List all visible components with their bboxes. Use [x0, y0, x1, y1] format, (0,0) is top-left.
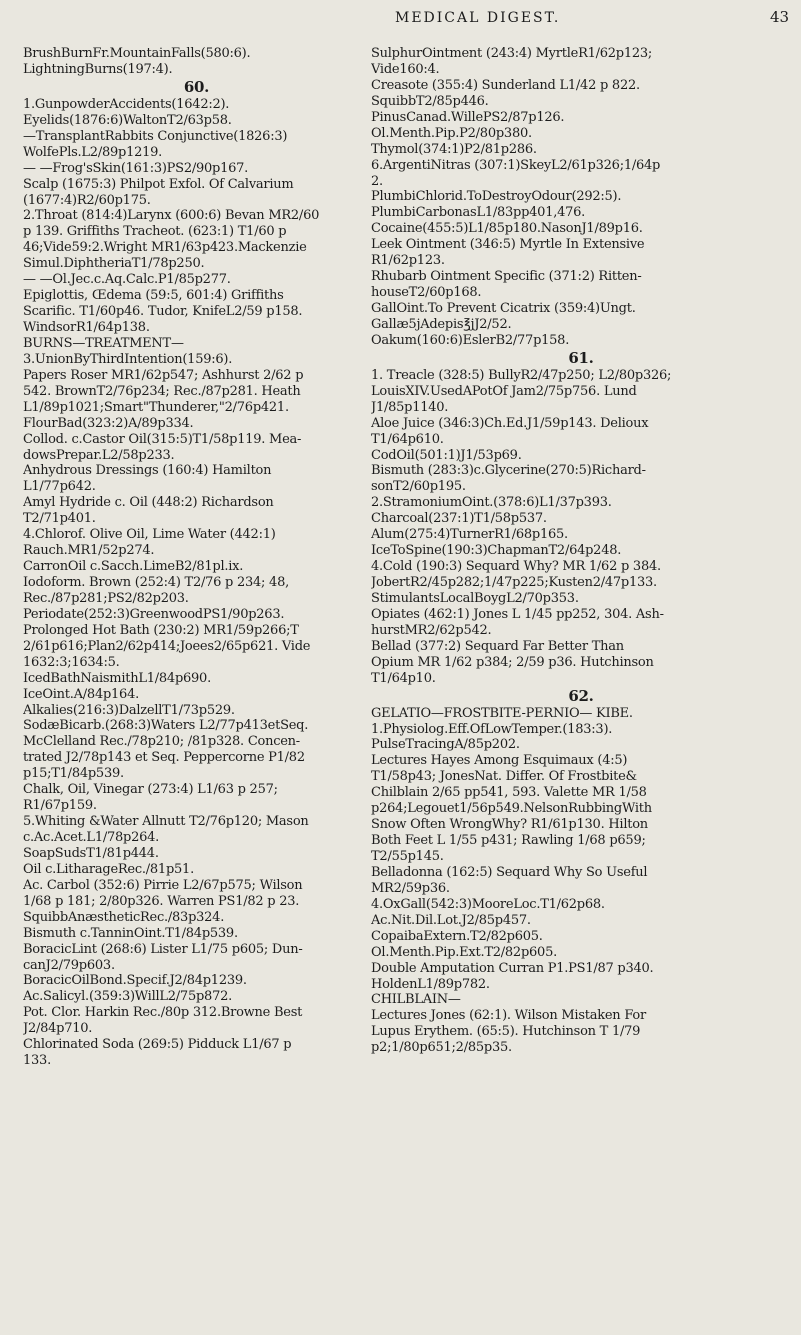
index-line: Double Amputation Curran P1.PS1/87 p340.	[371, 960, 654, 976]
index-line: GELATIO—FROSTBITE-PERNIO— KIBE.	[371, 705, 633, 721]
index-line: Gallæ5jAdepis℥jJ2/52.	[371, 316, 512, 332]
index-line: PlumbiChlorid.ToDestroyOdour(292:5).	[371, 189, 622, 205]
index-line: Lectures Jones (62:1). Wilson Mistaken For	[371, 1008, 646, 1024]
index-line: L1/89p1021;Smart"Thunderer,"2/76p421.	[23, 399, 289, 415]
index-line: — —Frog'sSkin(161:3)PS2/90p167.	[23, 160, 249, 176]
index-line: 6.ArgentiNitras (307:1)SkeyL2/61p326;1/64p	[371, 157, 661, 173]
index-line: c.Ac.Acet.L1/78p264.	[23, 830, 160, 845]
index-line: Oakum(160:6)EslerB2/77p158.	[371, 332, 570, 348]
index-line: Vide160:4.	[371, 61, 440, 77]
index-line: 4.Chlorof. Olive Oil, Lime Water (442:1)	[23, 527, 276, 543]
index-line: Bismuth c.TanninOint.T1/84p539.	[23, 925, 238, 941]
index-line: houseT2/60p168.	[371, 285, 482, 301]
index-line: BoracicLint (268:6) Lister L1/75 p605; Dun-	[23, 941, 303, 957]
index-line: Simul.DiphtheriaT1/78p250.	[23, 256, 205, 272]
index-line: T1/64p10.	[371, 670, 436, 686]
index-line: T1/58p43; JonesNat. Differ. Of Frostbite&	[371, 769, 637, 785]
index-line: Eyelids(1876:6)WaltonT2/63p58.	[23, 112, 232, 128]
index-line: J1/85p1140.	[371, 399, 449, 415]
index-line: 2.	[371, 173, 383, 189]
index-line: Alum(275:4)TurnerR1/68p165.	[371, 527, 568, 543]
index-line: Rhubarb Ointment Specific (371:2) Ritten-	[371, 269, 642, 285]
index-line: (1677:4)R2/60p175.	[23, 192, 151, 208]
index-line: Lupus Erythem. (65:5). Hutchinson T 1/79	[371, 1024, 641, 1040]
index-line: Prolonged Hot Bath (230:2) MR1/59p266;T	[23, 622, 299, 638]
index-line: PinusCanad.WillePS2/87p126.	[371, 109, 565, 125]
index-line: 4.OxGall(542:3)MooreLoc.T1/62p68.	[371, 896, 605, 912]
index-line: Chlorinated Soda (269:5) Pidduck L1/67 p	[23, 1037, 292, 1053]
index-line: p 139. Griffiths Tracheot. (623:1) T1/60 p	[23, 224, 287, 240]
index-line: HoldenL1/89p782.	[371, 976, 490, 992]
index-line: CopaibaExtern.T2/82p605.	[371, 928, 543, 944]
index-line: JobertR2/45p282;1/47p225;Kusten2/47p133.	[371, 575, 657, 590]
right-column	[371, 46, 791, 1056]
index-line: CHILBLAIN—	[371, 992, 461, 1008]
index-line: —TransplantRabbits Conjunctive(1826:3)	[23, 128, 288, 144]
index-line: IceToSpine(190:3)ChapmanT2/64p248.	[371, 543, 622, 559]
index-line: Scarific. T1/60p46. Tudor, KnifeL2/59 p158.	[23, 304, 303, 320]
index-line: Scalp (1675:3) Philpot Exfol. Of Calvarium	[23, 176, 294, 192]
index-line: WindsorR1/64p138.	[23, 320, 150, 335]
index-line: Lectures Hayes Among Esquimaux (4:5)	[371, 753, 628, 769]
index-line: 1.Physiolog.Eff.OfLowTemper.(183:3).	[371, 721, 613, 737]
index-line: Ac.Salicyl.(359:3)WillL2/75p872.	[23, 989, 232, 1005]
index-line: SquibbAnæstheticRec./83p324.	[23, 909, 225, 925]
index-line: 2.StramoniumOint.(378:6)L1/37p393.	[371, 495, 612, 511]
index-line: Thymol(374:1)P2/81p286.	[371, 141, 537, 157]
index-line: IceOint.A/84p164.	[23, 686, 139, 702]
index-line: Pot. Clor. Harkin Rec./80p 312.Browne Best	[23, 1005, 303, 1021]
index-line: Both Feet L 1/55 p431; Rawling 1/68 p659;	[371, 833, 646, 849]
index-line: L1/77p642.	[23, 479, 96, 495]
index-line: Ac.Nit.Dil.Lot.J2/85p457.	[371, 912, 531, 928]
index-line: Belladonna (162:5) Sequard Why So Useful	[371, 864, 648, 880]
index-line: 4.Cold (190:3) Sequard Why? MR 1/62 p 384.	[371, 559, 661, 575]
index-line: CarronOil c.Sacch.LimeB2/81pl.ix.	[23, 559, 244, 575]
index-line: LightningBurns(197:4).	[23, 61, 173, 77]
index-line: Oil c.LitharageRec./81p51.	[23, 861, 194, 877]
index-line: PulseTracingA/85p202.	[371, 737, 520, 753]
index-line: 3.UnionByThirdIntention(159:6).	[23, 351, 233, 367]
page-header	[0, 4, 801, 30]
section-number: 61.	[568, 348, 594, 367]
page-number: 43	[770, 8, 790, 26]
index-line: 1632:3;1634:5.	[23, 654, 120, 670]
section-number: 60.	[183, 77, 210, 96]
index-line: Bellad (377:2) Sequard Far Better Than	[371, 638, 624, 654]
index-line: Rauch.MR1/52p274.	[23, 543, 155, 559]
index-line: Epiglottis, Œdema (59:5, 601:4) Griffiths	[23, 288, 284, 304]
index-line: StimulantsLocalBoygL2/70p353.	[371, 590, 579, 606]
index-line: Leek Ointment (346:5) Myrtle In Extensive	[371, 237, 645, 253]
index-line: SoapSudsT1/81p444.	[23, 845, 159, 861]
index-line: trated J2/78p143 et Seq. Peppercorne P1/82	[23, 750, 305, 766]
index-line: p15;T1/84p539.	[23, 766, 124, 782]
index-line: 2.Throat (814:4)Larynx (600:6) Bevan MR2/60	[23, 208, 320, 224]
index-line: T2/55p145.	[371, 849, 444, 864]
index-line: Opiates (462:1) Jones L 1/45 pp252, 304. Ash-	[371, 606, 664, 622]
index-line: canJ2/79p603.	[23, 957, 115, 973]
index-line: Iodoform. Brown (252:4) T2/76 p 234; 48,	[23, 575, 289, 590]
index-line: GallOint.To Prevent Cicatrix (359:4)Ungt.	[371, 301, 636, 316]
index-line: R1/62p123.	[371, 253, 445, 269]
index-line: CodOil(501:1)J1/53p69.	[371, 447, 522, 463]
index-line: 1/68 p 181; 2/80p326. Warren PS1/82 p 23.	[23, 893, 300, 909]
index-line: 1. Treacle (328:5) BullyR2/47p250; L2/80p326;	[371, 367, 672, 383]
index-line: Chilblain 2/65 pp541, 593. Valette MR 1/58	[371, 785, 647, 801]
index-line: J2/84p710.	[23, 1021, 93, 1037]
index-line: LouisXIV.UsedAPotOf Jam2/75p756. Lund	[371, 383, 637, 399]
index-line: Amyl Hydride c. Oil (448:2) Richardson	[23, 495, 274, 511]
index-line: BrushBurnFr.MountainFalls(580:6).	[23, 46, 251, 61]
index-line: McClelland Rec./78p210; /81p328. Concen-	[23, 734, 300, 750]
index-line: Aloe Juice (346:3)Ch.Ed.J1/59p143. Delioux	[371, 415, 649, 431]
index-line: 133.	[23, 1053, 51, 1069]
left-column	[23, 46, 370, 1069]
index-line: 46;Vide59:2.Wright MR1/63p423.Mackenzie	[23, 240, 307, 256]
index-line: Ac. Carbol (352:6) Pirrie L2/67p575; Wilson	[23, 877, 303, 893]
index-line: p264;Legouet1/56p549.NelsonRubbingWith	[371, 801, 652, 817]
section-number: 62.	[568, 686, 594, 705]
index-line: Opium MR 1/62 p384; 2/59 p36. Hutchinson	[371, 654, 654, 670]
index-line: Alkalies(216:3)DalzellT1/73p529.	[23, 702, 235, 718]
index-line: Periodate(252:3)GreenwoodPS1/90p263.	[23, 606, 285, 622]
index-line: FlourBad(323:2)A/89p334.	[23, 415, 194, 431]
index-line: BURNS—TREATMENT—	[23, 335, 184, 351]
index-line: Bismuth (283:3)c.Glycerine(270:5)Richard-	[371, 463, 646, 479]
index-line: IcedBathNaismithL1/84p690.	[23, 670, 211, 686]
index-line: T2/71p401.	[23, 511, 96, 527]
index-line: Ol.Menth.Pip.P2/80p380.	[371, 125, 532, 141]
index-line: BoracicOilBond.Specif.J2/84p1239.	[23, 973, 247, 989]
index-line: SulphurOintment (243:4) MyrtleR1/62p123;	[371, 46, 653, 61]
index-line: R1/67p159.	[23, 798, 97, 814]
index-line: Ol.Menth.Pip.Ext.T2/82p605.	[371, 944, 557, 960]
index-line: sonT2/60p195.	[371, 479, 466, 495]
index-line: MR2/59p36.	[371, 880, 450, 896]
index-line: 542. BrownT2/76p234; Rec./87p281. Heath	[23, 383, 301, 399]
index-line: Creasote (355:4) Sunderland L1/42 p 822.	[371, 77, 640, 93]
index-line: — —Ol.Jec.c.Aq.Calc.P1/85p277.	[23, 272, 231, 288]
index-line: Collod. c.Castor Oil(315:5)T1/58p119. Mea-	[23, 431, 302, 447]
index-line: T1/64p610.	[371, 431, 444, 447]
index-line: hurstMR2/62p542.	[371, 622, 492, 638]
index-line: Charcoal(237:1)T1/58p537.	[371, 511, 547, 527]
running-title: MEDICAL DIGEST.	[395, 10, 561, 26]
index-line: dowsPrepar.L2/58p233.	[23, 447, 175, 463]
index-line: Cocaine(455:5)L1/85p180.NasonJ1/89p16.	[371, 221, 643, 237]
index-line: Chalk, Oil, Vinegar (273:4) L1/63 p 257;	[23, 782, 278, 798]
index-line: Papers Roser MR1/62p547; Ashhurst 2/62 p	[23, 367, 304, 383]
index-line: SodæBicarb.(268:3)Waters L2/77p413etSeq.	[23, 718, 309, 734]
index-line: Anhydrous Dressings (160:4) Hamilton	[23, 463, 272, 479]
index-line: Snow Often WrongWhy? R1/61p130. Hilton	[371, 817, 648, 833]
index-line: PlumbiCarbonasL1/83pp401,476.	[371, 205, 586, 221]
index-line: WolfePls.L2/89p1219.	[23, 144, 163, 160]
index-line: SquibbT2/85p446.	[371, 93, 489, 109]
index-line: 5.Whiting &Water Allnutt T2/76p120; Mason	[23, 814, 309, 830]
index-line: 2/61p616;Plan2/62p414;Joees2/65p621. Vide	[23, 638, 311, 654]
index-line: Rec./87p281;PS2/82p203.	[23, 590, 189, 606]
index-line: 1.GunpowderAccidents(1642:2).	[23, 96, 230, 112]
index-line: p2;1/80p651;2/85p35.	[371, 1040, 512, 1056]
